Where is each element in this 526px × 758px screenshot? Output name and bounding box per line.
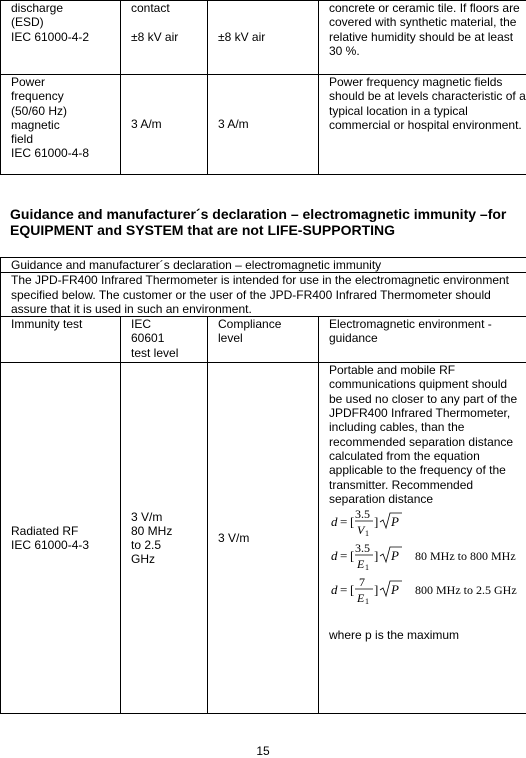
esd-level-cell: contact ±8 kV air: [121, 1, 208, 75]
svg-text:[: [: [350, 582, 354, 597]
svg-text:V: V: [357, 523, 366, 537]
svg-text:1: 1: [365, 597, 369, 606]
svg-text:=: =: [340, 582, 347, 597]
svg-text:P: P: [390, 548, 399, 563]
guidance-text: Portable and mobile RF communications quipment should be used no closer to any part of the JPDFR400 Infrared Thermometer, including cables, than the recommended separation distance calculated from the equation applicable to the frequency of the transmitter. Recommended separation distance: [329, 363, 520, 506]
range-800-2500: 800 MHz to 2.5 GHz: [415, 583, 517, 597]
page-number: 15: [0, 744, 526, 758]
svg-text:7: 7: [359, 575, 365, 589]
header-compliance-level: Compliance level: [208, 317, 319, 363]
header-guidance: Electromagnetic environment - guidance: [319, 317, 526, 363]
radiated-compliance-cell: 3 V/m: [208, 363, 319, 714]
magnetic-guidance-cell: Power frequency magnetic fields should be at levels characteristic of a typical location in a typical commercial or hospital environment.: [319, 75, 526, 175]
section-heading: Guidance and manufacturer´s declaration – electromagnetic immunity –for EQUIPMENT and SYSTEM that are not LIFE-SUPPORTING: [10, 206, 510, 238]
magnetic-test-cell: Power frequency (50/60 Hz) magnetic field IEC 61000-4-8: [1, 75, 121, 175]
svg-text:E: E: [356, 557, 365, 571]
svg-text:1: 1: [365, 529, 369, 538]
svg-text:3.5: 3.5: [355, 541, 370, 555]
svg-text:]: ]: [374, 582, 378, 597]
svg-text:]: ]: [374, 548, 378, 563]
table-row: [1, 363, 526, 714]
table-row: [1, 75, 526, 175]
svg-text:=: =: [340, 514, 347, 529]
radiated-guidance-cell: [319, 363, 526, 714]
svg-text:P: P: [390, 582, 399, 597]
svg-text:d: d: [331, 548, 338, 563]
table-title: Guidance and manufacturer´s declaration – electromagnetic immunity: [1, 258, 526, 273]
header-immunity-test: Immunity test: [1, 317, 121, 363]
svg-text:]: ]: [374, 514, 378, 529]
svg-text:E: E: [356, 591, 365, 605]
table-title-row: [1, 258, 526, 273]
esd-guidance-cell: concrete or ceramic tile. If floors are covered with synthetic material, the relative humidity should be at least 30 %.: [319, 1, 526, 75]
table-header-row: [1, 317, 526, 363]
svg-text:1: 1: [365, 563, 369, 572]
formula-e1-80mhz: [331, 541, 516, 572]
svg-text:[: [: [350, 548, 354, 563]
radiated-test-cell: Radiated RF IEC 61000-4-3: [1, 363, 121, 714]
magnetic-compliance-cell: 3 A/m: [208, 75, 319, 175]
svg-text:[: [: [350, 514, 354, 529]
svg-text:=: =: [340, 548, 347, 563]
svg-text:d: d: [331, 514, 338, 529]
table-row: [1, 1, 526, 75]
svg-text:d: d: [331, 582, 338, 597]
immunity-table-top: [0, 0, 526, 175]
formula-e1-800mhz: [331, 575, 517, 606]
guidance-tail: where p is the maximum: [329, 628, 520, 642]
separation-distance-formulas: [329, 508, 526, 612]
formula-v1: [331, 508, 402, 538]
range-80-800: 80 MHz to 800 MHz: [415, 549, 516, 563]
table-intro: The JPD-FR400 Infrared Thermometer is intended for use in the electromagnetic environment specified below. The customer or the user of the JPD-FR400 Infrared Thermometer should assure that it is used in such an environment.: [1, 273, 526, 317]
radiated-level-cell: 3 V/m 80 MHz to 2.5 GHz: [121, 363, 208, 714]
svg-text:3.5: 3.5: [355, 508, 370, 521]
svg-text:P: P: [390, 514, 399, 529]
magnetic-level-cell: 3 A/m: [121, 75, 208, 175]
table-intro-row: [1, 273, 526, 317]
header-test-level: IEC 60601 test level: [121, 317, 208, 363]
esd-test-cell: discharge (ESD) IEC 61000-4-2: [1, 1, 121, 75]
esd-compliance-cell: ±8 kV air: [208, 1, 319, 75]
immunity-table-bottom: [0, 257, 526, 714]
